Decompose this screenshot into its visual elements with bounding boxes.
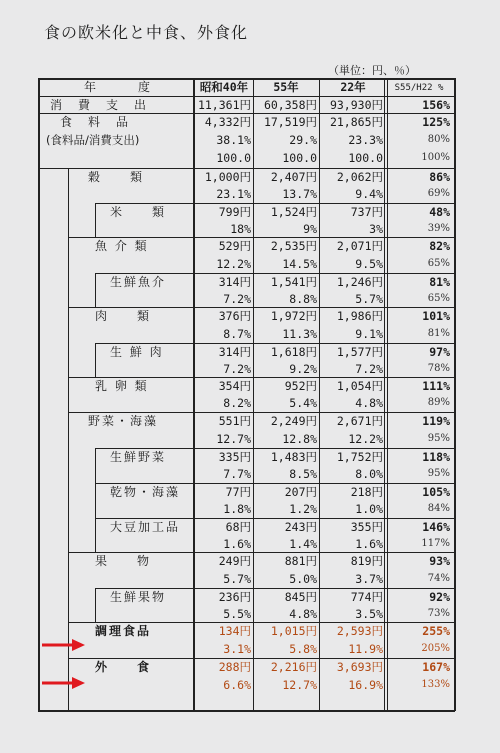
table-cell: 100% xyxy=(421,152,450,163)
row-label: 乳 卵 類 xyxy=(95,379,149,393)
row-label: 調理食品 xyxy=(95,624,152,638)
table-cell: 5.8% xyxy=(289,642,317,656)
table-cell: 1,541円 xyxy=(270,275,317,289)
table-cell: 9.1% xyxy=(355,327,383,341)
table-cell: 134円 xyxy=(218,624,251,638)
table-cell: 167% xyxy=(422,660,450,674)
table-cell: 1,752円 xyxy=(336,450,383,464)
arrow-icon xyxy=(40,638,86,652)
row-label: 消 費 支 出 xyxy=(50,98,149,112)
table-cell: 1.6% xyxy=(223,537,251,551)
table-border-left xyxy=(38,78,40,711)
table-cell: 93% xyxy=(429,554,450,568)
header-col-2: 55年 xyxy=(273,80,299,94)
table-cell: 14.5% xyxy=(282,257,317,271)
table-cell: 881円 xyxy=(284,554,317,568)
table-cell: 952円 xyxy=(284,379,317,393)
indent-line-4 xyxy=(95,343,96,377)
table-cell: 18% xyxy=(230,222,251,236)
table-cell: 529円 xyxy=(218,239,251,253)
table-cell: 12.2% xyxy=(216,257,251,271)
table-cell: 81% xyxy=(427,328,450,339)
unit-note: （単位：円、％） xyxy=(328,64,416,77)
table-cell: 5.7% xyxy=(223,572,251,586)
row-label: 大豆加工品 xyxy=(110,520,181,534)
table-cell: 16.9% xyxy=(348,678,383,692)
table-cell: 48% xyxy=(429,205,450,219)
row-label: 果 物 xyxy=(95,554,152,568)
table-cell: 125% xyxy=(422,115,450,129)
table-cell: 1,483円 xyxy=(270,450,317,464)
table-cell: 288円 xyxy=(218,660,251,674)
table-cell: 77円 xyxy=(225,485,251,499)
table-cell: 1,524円 xyxy=(270,205,317,219)
table-cell: 1,054円 xyxy=(336,379,383,393)
table-cell: 819円 xyxy=(350,554,383,568)
table-cell: 2,062円 xyxy=(336,170,383,184)
table-cell: 5.0% xyxy=(289,572,317,586)
table-cell: 65% xyxy=(427,258,450,269)
indent-line-6 xyxy=(95,588,96,622)
header-col-3: 22年 xyxy=(340,80,366,94)
table-cell: 5.7% xyxy=(355,292,383,306)
table-cell: 74% xyxy=(427,573,450,584)
table-cell: 2,671円 xyxy=(336,414,383,428)
row-label: 乾物・海藻 xyxy=(110,485,181,499)
row-label: 米 類 xyxy=(110,205,167,219)
table-cell: 105% xyxy=(422,485,450,499)
table-cell: 73% xyxy=(427,608,450,619)
table-cell: 21,865円 xyxy=(329,115,383,129)
col-sep-3 xyxy=(319,78,320,711)
table-cell: 314円 xyxy=(218,275,251,289)
table-cell: 1,972円 xyxy=(270,309,317,323)
indent-line-2 xyxy=(95,203,96,237)
table-cell: 5.5% xyxy=(223,607,251,621)
table-cell: 1.2% xyxy=(289,502,317,516)
table-cell: 111% xyxy=(422,379,450,393)
table-cell: 146% xyxy=(422,520,450,534)
table-cell: 100.0 xyxy=(216,151,251,165)
table-cell: 355円 xyxy=(350,520,383,534)
table-cell: 354円 xyxy=(218,379,251,393)
table-cell: 236円 xyxy=(218,590,251,604)
table-cell: 1,577円 xyxy=(336,345,383,359)
table-cell: 207円 xyxy=(284,485,317,499)
table-cell: 12.7% xyxy=(282,678,317,692)
row-label: 肉 類 xyxy=(95,309,152,323)
table-cell: 65% xyxy=(427,293,450,304)
table-cell: 243円 xyxy=(284,520,317,534)
table-cell: 12.8% xyxy=(282,432,317,446)
table-cell: 249円 xyxy=(218,554,251,568)
indent-line-5 xyxy=(95,448,96,552)
table-cell: 117% xyxy=(421,538,450,549)
header-col-4: S55/H22 % xyxy=(394,83,444,93)
table-cell: 80% xyxy=(427,134,450,145)
table-cell: 3,693円 xyxy=(336,660,383,674)
table-cell: 7.2% xyxy=(223,292,251,306)
table-border-bottom xyxy=(38,710,455,712)
row-label: 生 鮮 肉 xyxy=(110,345,164,359)
table-cell: 1,618円 xyxy=(270,345,317,359)
col-sep-1 xyxy=(193,78,195,711)
table-cell: 1,986円 xyxy=(336,309,383,323)
table-cell: 255% xyxy=(422,624,450,638)
table-cell: 2,593円 xyxy=(336,624,383,638)
indent-line-1 xyxy=(68,168,69,711)
table-cell: 100.0 xyxy=(348,151,383,165)
table-cell: 8.8% xyxy=(289,292,317,306)
table-cell: 314円 xyxy=(218,345,251,359)
table-cell: 12.7% xyxy=(216,432,251,446)
table-cell: 4.8% xyxy=(289,607,317,621)
table-cell: 1.4% xyxy=(289,537,317,551)
table-cell: 7.2% xyxy=(223,362,251,376)
row-label: 生鮮野菜 xyxy=(110,450,167,464)
table-cell: 8.7% xyxy=(223,327,251,341)
table-cell: 218円 xyxy=(350,485,383,499)
row-label: 外 食 xyxy=(95,660,152,674)
table-cell: 119% xyxy=(422,414,450,428)
page-title: 食の欧米化と中食、外食化 xyxy=(44,23,249,42)
table-cell: 11,361円 xyxy=(197,98,251,112)
table-cell: 82% xyxy=(429,239,450,253)
table-cell: 8.0% xyxy=(355,467,383,481)
header-label: 年 度 xyxy=(83,80,156,94)
table-cell: 2,216円 xyxy=(270,660,317,674)
table-cell: 89% xyxy=(427,397,450,408)
table-cell: 9.2% xyxy=(289,362,317,376)
table-cell: 11.9% xyxy=(348,642,383,656)
table-cell: 101% xyxy=(422,309,450,323)
table-cell: 1,246円 xyxy=(336,275,383,289)
table-cell: 68円 xyxy=(225,520,251,534)
row-label: 食 料 品 xyxy=(60,115,131,129)
table-cell: 8.2% xyxy=(223,396,251,410)
row-label: 魚 介 類 xyxy=(95,239,149,253)
table-cell: 1.6% xyxy=(355,537,383,551)
table-cell: 69% xyxy=(427,188,450,199)
table-cell: 1,000円 xyxy=(204,170,251,184)
indent-line-3 xyxy=(95,273,96,307)
table-cell: 1.0% xyxy=(355,502,383,516)
table-cell: 8.5% xyxy=(289,467,317,481)
table-cell: 1.8% xyxy=(223,502,251,516)
table-cell: 23.3% xyxy=(348,133,383,147)
table-cell: 95% xyxy=(427,433,450,444)
row-label: 生鮮果物 xyxy=(110,590,167,604)
row-label: 野菜・海藻 xyxy=(88,414,159,428)
table-cell: 38.1% xyxy=(216,133,251,147)
table-cell: 86% xyxy=(429,170,450,184)
header-col-1: 昭和40年 xyxy=(199,80,249,94)
table-cell: 2,071円 xyxy=(336,239,383,253)
col-sep-4a xyxy=(384,78,385,711)
table-cell: 93,930円 xyxy=(329,98,383,112)
table-cell: 4.8% xyxy=(355,396,383,410)
table-cell: 13.7% xyxy=(282,187,317,201)
table-cell: 5.4% xyxy=(289,396,317,410)
table-cell: 9.4% xyxy=(355,187,383,201)
table-cell: 95% xyxy=(427,468,450,479)
table-border-right xyxy=(454,78,456,711)
table-cell: 60,358円 xyxy=(263,98,317,112)
table-cell: 3% xyxy=(369,222,383,236)
table-cell: 156% xyxy=(422,98,450,112)
table-cell: 7.2% xyxy=(355,362,383,376)
table-cell: 551円 xyxy=(218,414,251,428)
table-cell: 81% xyxy=(429,275,450,289)
table-cell: 23.1% xyxy=(216,187,251,201)
table-cell: 205% xyxy=(421,643,450,654)
table-cell: 78% xyxy=(427,363,450,374)
table-cell: 376円 xyxy=(218,309,251,323)
arrow-icon xyxy=(40,676,86,690)
table-cell: 335円 xyxy=(218,450,251,464)
row-label: (食料品/消費支出) xyxy=(46,133,140,147)
table-cell: 29.% xyxy=(289,133,317,147)
table-cell: 2,249円 xyxy=(270,414,317,428)
table-cell: 84% xyxy=(427,503,450,514)
col-sep-2 xyxy=(253,78,254,711)
table-cell: 3.5% xyxy=(355,607,383,621)
table-cell: 799円 xyxy=(218,205,251,219)
row-label: 穀 類 xyxy=(88,170,145,184)
table-cell: 774円 xyxy=(350,590,383,604)
table-cell: 6.6% xyxy=(223,678,251,692)
table-cell: 4,332円 xyxy=(204,115,251,129)
table-cell: 92% xyxy=(429,590,450,604)
table-cell: 97% xyxy=(429,345,450,359)
table-cell: 737円 xyxy=(350,205,383,219)
table-cell: 100.0 xyxy=(282,151,317,165)
table-cell: 2,535円 xyxy=(270,239,317,253)
table-cell: 118% xyxy=(422,450,450,464)
table-cell: 9.5% xyxy=(355,257,383,271)
table-cell: 7.7% xyxy=(223,467,251,481)
row-label: 生鮮魚介 xyxy=(110,275,167,289)
table-cell: 3.7% xyxy=(355,572,383,586)
table-cell: 17,519円 xyxy=(263,115,317,129)
table-cell: 9% xyxy=(303,222,317,236)
table-cell: 1,015円 xyxy=(270,624,317,638)
table-cell: 39% xyxy=(427,223,450,234)
table-cell: 133% xyxy=(421,679,450,690)
table-cell: 2,407円 xyxy=(270,170,317,184)
table-cell: 3.1% xyxy=(223,642,251,656)
table-cell: 845円 xyxy=(284,590,317,604)
table-cell: 11.3% xyxy=(282,327,317,341)
table-cell: 12.2% xyxy=(348,432,383,446)
